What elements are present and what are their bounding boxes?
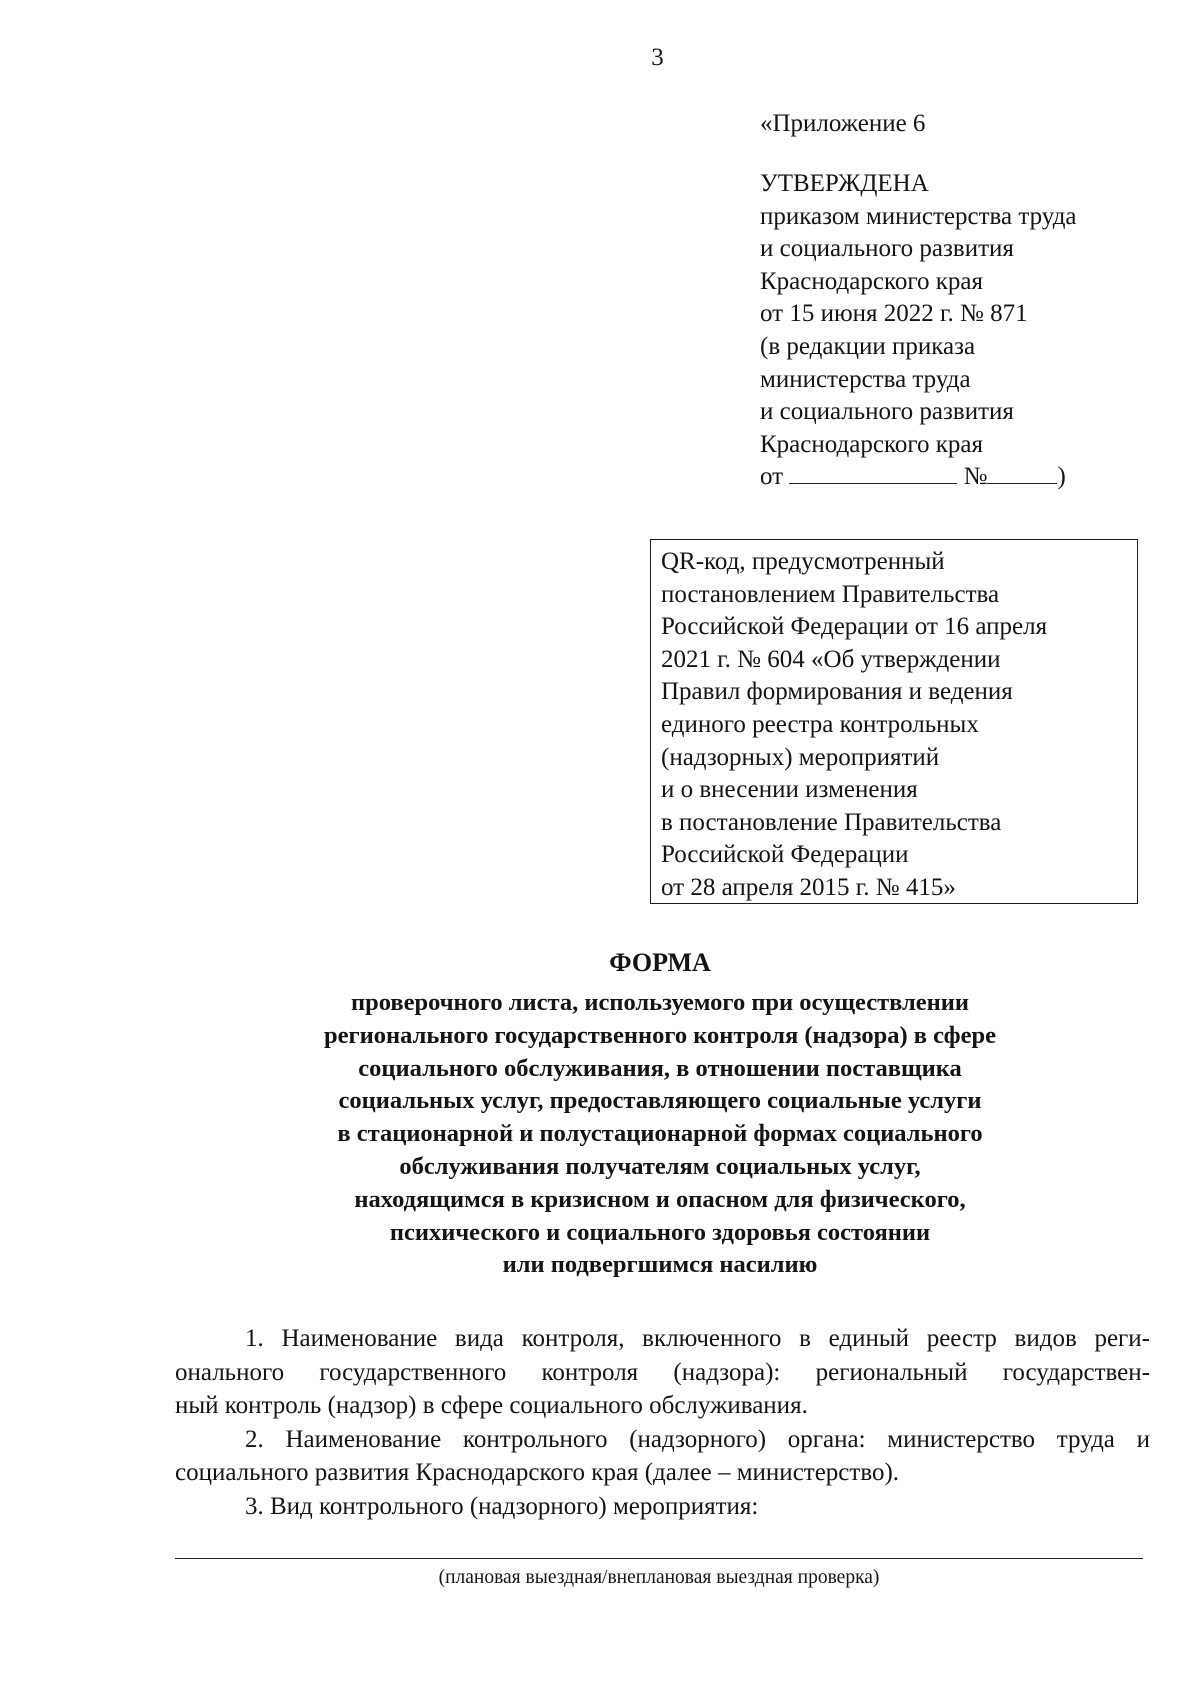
item-1-line: онального государственного контроля (надзора): региональный государствен- [175, 1358, 1150, 1386]
qr-box-line: и о внесении изменения [661, 776, 918, 804]
item-2-line: социального развития Краснодарского края (далее – министерство). [175, 1459, 900, 1486]
subtitle-line: находящимся в кризисном и опасном для физического, [354, 1185, 966, 1213]
closing-parenthesis: ) [1057, 463, 1066, 491]
approval-date-line [760, 461, 1077, 494]
qr-box-line: (надзорных) мероприятий [661, 743, 940, 771]
qr-box-line: Правил формирования и ведения [661, 678, 1013, 706]
qr-box-line: 2021 г. № 604 «Об утверждении [661, 645, 1001, 673]
approval-stamp [760, 168, 1077, 494]
qr-box-line: от 28 апреля 2015 г. № 415» [661, 873, 956, 901]
form-subtitle [150, 987, 1170, 1282]
item-3-line: 3. Вид контрольного (надзорного) мероприятия: [245, 1492, 759, 1520]
subtitle-line: социального обслуживания, в отношении поставщика [358, 1054, 962, 1082]
qr-box-line: QR-код, предусмотренный [661, 548, 945, 575]
number-blank-field[interactable] [987, 461, 1057, 484]
qr-box-line: в постановление Правительства [661, 808, 1002, 836]
approval-line: Краснодарского края [760, 430, 983, 458]
subtitle-line: обслуживания получателям социальных услуг, [399, 1152, 921, 1180]
item-1-line: ный контроль (надзор) в сфере социального обслуживания. [175, 1392, 808, 1419]
subtitle-line: регионального государственного контроля (надзора) в сфере [324, 1021, 996, 1049]
item-1 [175, 1322, 1150, 1423]
approval-line: и социального развития [760, 235, 1014, 263]
qr-box-line: Российской Федерации [661, 841, 909, 869]
approval-line: (в редакции приказа [760, 332, 976, 360]
inspection-type-field[interactable] [175, 1558, 1143, 1559]
inspection-type-caption: (плановая выездная/внеплановая выездная проверка) [438, 1567, 880, 1588]
approval-line: приказом министерства труда [760, 202, 1077, 230]
item-1-line: 1. Наименование вида контроля, включенного в единый реестр видов реги- [245, 1325, 1150, 1352]
qr-box-line: Российской Федерации от 16 апреля [661, 613, 1048, 641]
approval-heading: УТВЕРЖДЕНА [760, 170, 929, 197]
subtitle-line: социальных услуг, предоставляющего социальные услуги [338, 1087, 982, 1115]
item-2-line: 2. Наименование контрольного (надзорного) органа: министерство труда и [245, 1425, 1150, 1453]
number-sign: № [963, 463, 988, 491]
page-number: 3 [651, 44, 664, 71]
form-heading: ФОРМА [609, 948, 711, 977]
subtitle-line: проверочного листа, используемого при осуществлении [351, 989, 969, 1016]
qr-box-line: единого реестра контрольных [661, 710, 979, 738]
subtitle-line: в стационарной и полустационарной формах социального [337, 1120, 983, 1148]
approval-line: и социального развития [760, 398, 1014, 426]
item-2 [175, 1423, 1150, 1490]
approval-line: министерства труда [760, 365, 971, 393]
date-blank-field[interactable] [789, 461, 957, 484]
item-3 [175, 1490, 1150, 1524]
annex-label: «Приложение 6 [760, 110, 926, 137]
subtitle-line: или подвергшимся насилию [502, 1251, 818, 1279]
date-prefix: от [760, 463, 784, 491]
approval-line: Краснодарского края [760, 267, 983, 295]
subtitle-line: психического и социального здоровья состоянии [389, 1218, 931, 1246]
document-title [150, 945, 1170, 1282]
body-items [175, 1322, 1150, 1523]
qr-code-box [650, 539, 1138, 904]
qr-box-line: постановлением Правительства [661, 580, 1000, 608]
approval-line: от 15 июня 2022 г. № 871 [760, 300, 1028, 328]
